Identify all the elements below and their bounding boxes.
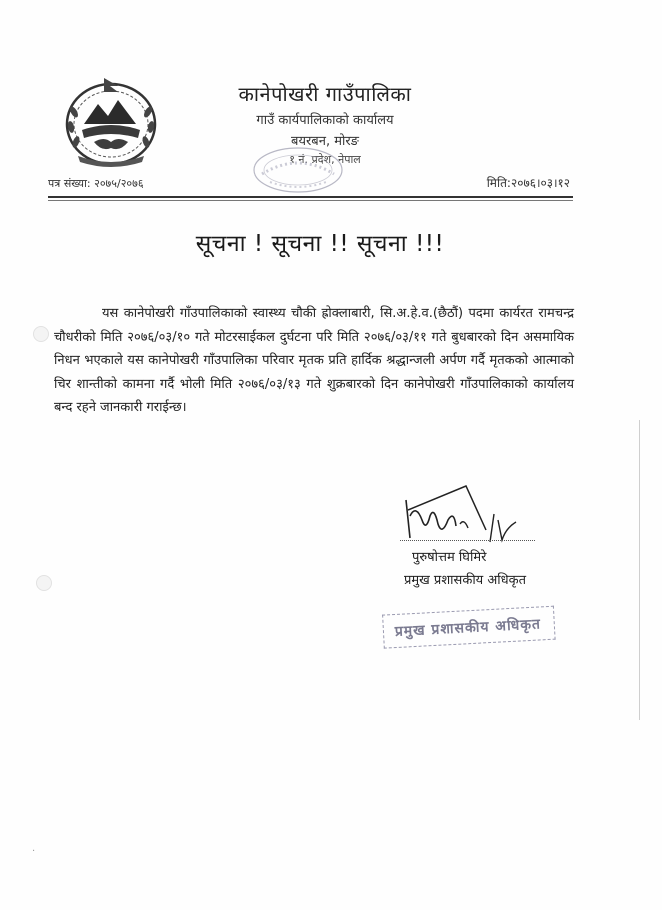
- nepal-emblem-icon: [60, 72, 162, 172]
- header-divider-thin: [48, 200, 573, 201]
- signatory-title: प्रमुख प्रशासकीय अधिकृत: [404, 573, 527, 588]
- designation-stamp: [382, 605, 562, 654]
- notice-body: यस कानेपोखरी गाँउपालिकाको स्वास्थ्य चौकी ह्रोक्लाबारी, सि.अ.हे.व.(छैठौं) पदमा कार्यरत रामचन्द्र चौधरीको मिति २०७६/०३/१० गते मोटरसाईकल दुर्घटना परि मिति २०७६/०३/११ गते बुधबारको दिन असमायिक निधन भएकाले यस कानेपोखरी गाँउपालिका परिवार मृतक प्रति हार्दिक श्रद्धान्जली अर्पण गर्दै मृतकको आत्माको चिर शान्तीको कामना गर्दै भोली मिति २०७६/०३/१३ गते शुक्रबारको दिन कानेपोखरी गाँउपालिकाको कार्यालय बन्द रहने जानकारी गराईन्छ।: [54, 306, 574, 415]
- office-subtitle: गाउँ कार्यपालिकाको कार्यालय: [256, 113, 394, 128]
- signature-line: [400, 540, 535, 541]
- designation-stamp-text: प्रमुख प्रशासकीय अधिकृत: [394, 616, 542, 641]
- office-address: बयरबन, मोरङ: [291, 134, 359, 149]
- scan-edge-line: [639, 420, 640, 720]
- reference-number: पत्र संख्या: २०७५/२०७६: [48, 177, 144, 190]
- notice-title: सूचना ! सूचना !! सूचना !!!: [195, 231, 445, 257]
- punch-hole: [36, 575, 52, 591]
- punch-hole: [33, 326, 49, 342]
- header-divider: [48, 196, 573, 198]
- letter-date: मिति:२०७६।०३।१२: [486, 176, 570, 190]
- signatory-name: पुरुषोत्तम घिमिरे: [412, 550, 487, 565]
- scan-corner-mark: ·: [32, 846, 36, 857]
- office-round-stamp: [248, 140, 348, 196]
- office-province: १ नं. प्रदेश, नेपाल: [289, 153, 361, 166]
- office-name: कानेपोखरी गाउँपालिका: [238, 82, 412, 106]
